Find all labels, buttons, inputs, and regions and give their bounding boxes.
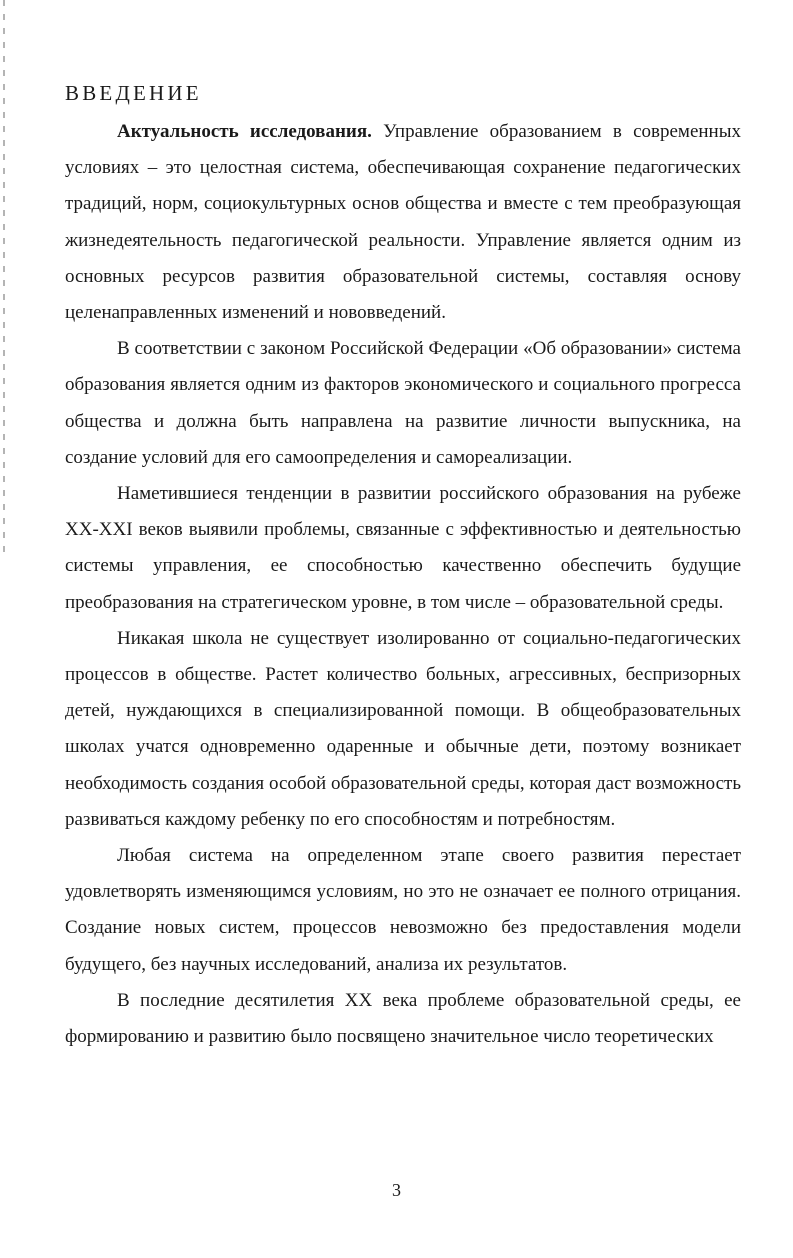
scan-edge-artifact xyxy=(3,0,5,560)
paragraph-decades: В последние десятилетия XX века проблеме образовательной среды, ее формированию и развитию было посвящено значительное число теоретических xyxy=(65,989,741,1048)
paragraph-system: Любая система на определенном этапе своего развития перестает удовлетворять изменяющимся условиям, но это не означает ее полного отрицания. Создание новых систем, процессов невозможно без предоставления модели будущего, без научных исследований, анализа их результатов. xyxy=(65,845,741,975)
paragraph-relevance xyxy=(65,114,741,331)
section-heading: ВВЕДЕНИЕ xyxy=(65,81,202,105)
paragraph-lead: Актуальность исследования. xyxy=(117,121,372,142)
paragraph-school: Никакая школа не существует изолированно от социально-педагогических процессов в обществе. Растет количество больных, агрессивных, беспризорных детей, нуждающихся в специализированной помощи. В общеобразовательных школах учатся одновременно одаренные и обычные дети, поэтому возникает необходимость создания особой образовательной среды, которая даст возможность развиваться каждому ребенку по его способностям и потребностям. xyxy=(65,627,741,830)
page-number: 3 xyxy=(392,1180,401,1200)
paragraph-trends: Наметившиеся тенденции в развитии российского образования на рубеже XX-XXI веков выявили проблемы, связанные с эффективностью и деятельностью системы управления, ее способностью качественно обеспечить будущие преобразования на стратегическом уровне, в том числе – образовательной среды. xyxy=(65,483,741,613)
body-text xyxy=(65,114,741,1055)
paragraph-text: Управление образованием в современных условиях – это целостная система, обеспечивающая сохранение педагогических традиций, норм, социокультурных основ общества и вместе с тем преобразующая жизнедеятельность педагогической реальности. Управление является одним из основных ресурсов развития образовательной системы, составляя основу целенаправленных изменений и нововведений. xyxy=(65,121,741,324)
paragraph-law: В соответствии с законом Российской Федерации «Об образовании» система образования является одним из факторов экономического и социального прогресса общества и должна быть направлена на развитие личности выпускника, на создание условий для его самоопределения и самореализации. xyxy=(65,338,741,468)
